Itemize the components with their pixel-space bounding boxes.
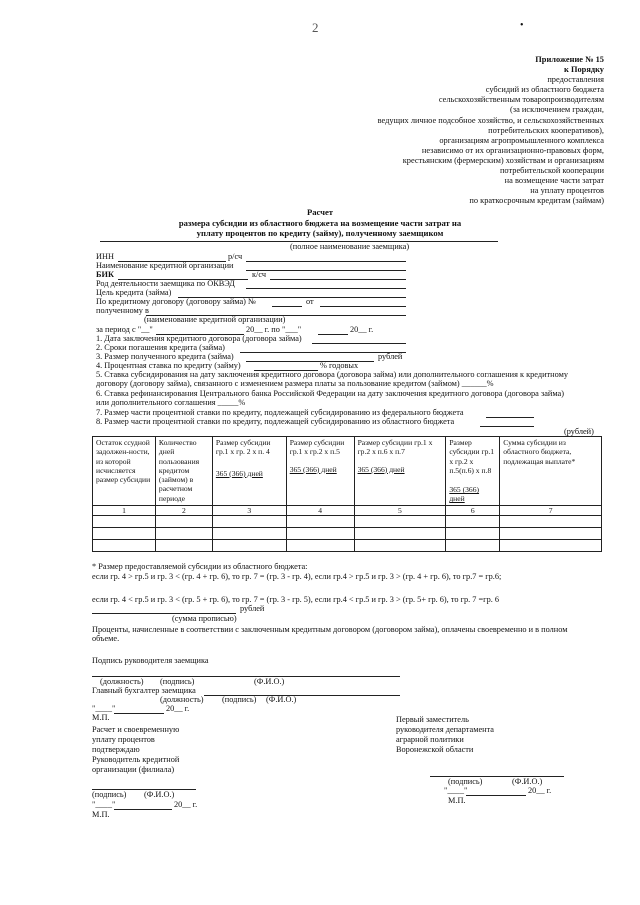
table-cell — [93, 528, 156, 540]
position-caption: (должность) — [100, 677, 144, 686]
head-signature-label: Подпись руководителя заемщика — [92, 656, 209, 665]
ks-line — [270, 279, 406, 280]
appendix-line: предоставления — [547, 75, 604, 85]
table-header-cell — [446, 437, 500, 506]
appendix-line: на уплату процентов — [530, 186, 604, 196]
table-cell — [93, 540, 156, 552]
bank-block-line: уплату процентов — [92, 735, 155, 744]
table-row — [93, 540, 602, 552]
item-4-unit: % годовых — [320, 361, 359, 370]
okved-line — [246, 288, 406, 289]
item-3-unit: рублей — [378, 352, 403, 361]
title-line: уплату процентов по кредиту (займу), полученному заемщиком — [196, 228, 444, 238]
appendix-line: по краткосрочным кредитам (займам) — [469, 196, 604, 206]
footnote-line-1: * Размер предоставляемой субсидии из областного бюджета: — [92, 562, 308, 571]
period-mid-label: 20__ г. по "___" — [246, 325, 302, 334]
ks-label: к/сч — [252, 270, 267, 279]
table-cell — [212, 540, 286, 552]
subsidy-table — [92, 436, 602, 552]
period-end-label: 20__ г. — [350, 325, 374, 334]
table-cell — [446, 528, 500, 540]
received-in-label: полученному в — [96, 306, 149, 315]
table-cell — [155, 516, 212, 528]
appendix-line: Приложение № 15 — [535, 55, 604, 64]
item-1: 1. Дата заключения кредитного договора (договора займа) — [96, 334, 302, 343]
table-cell — [500, 516, 602, 528]
column-number: 4 — [286, 505, 354, 515]
footnote-line-3: если гр. 4 < гр.5 и гр. 3 < (гр. 5 + гр. 6), то гр. 7 = (гр. 3 - гр. 5), если гр.4 < гр.5 и гр. 3 > (гр. 5+ гр. 6), то гр. 7 =гр. 6 — [92, 595, 500, 604]
borrower-caption: (полное наименование заемщика) — [290, 242, 410, 251]
appendix-line: субсидий из областного бюджета — [485, 85, 604, 95]
appendix-line: крестьянским (фермерским) хозяйствам и организациям — [402, 155, 604, 165]
confirm-line-1: Проценты, начисленные в соответствии с заключенным кредитным договором (договором займа), оплачены своевременно и в полном — [92, 625, 568, 634]
dept-block-line: Воронежской области — [396, 745, 474, 754]
contract-label: По кредитному договору (договору займа) № — [96, 297, 256, 306]
accountant-sign-caption: (подпись) — [222, 695, 257, 704]
bank-fio-caption: (Ф.И.О.) — [144, 790, 175, 799]
year-label: 20__ г. — [166, 704, 190, 713]
bank-confirm-block — [92, 725, 179, 775]
column-number: 6 — [446, 505, 500, 515]
period-end-line — [318, 334, 348, 335]
purpose-label: Цель кредита (займа) — [96, 288, 172, 297]
header-text: Размер субсидии гр.1 х гр.2 х п.5(п.6) х п.8 — [449, 438, 495, 475]
item-8-line — [480, 426, 534, 427]
date-line — [114, 713, 164, 714]
dept-block-line: руководителя департамента — [396, 725, 494, 734]
item-7-line — [486, 417, 534, 418]
dept-block-line: Первый заместитель — [396, 715, 469, 724]
dept-stamp-label: М.П. — [448, 796, 466, 805]
bank-caption: (наименование кредитной организации) — [144, 315, 286, 324]
appendix-line: организациям агропромышленного комплекса — [439, 135, 604, 145]
bank-year-label: 20__ г. — [174, 800, 198, 809]
table-cell — [354, 516, 446, 528]
item-6a: 6. Ставка рефинансирования Центрального банка Российской Федерации на дату заключения кредитного договора (договора займа) — [96, 389, 564, 398]
okved-label — [96, 279, 235, 288]
table-number-row — [93, 505, 602, 515]
appendix-line: (за исключением граждан, — [510, 105, 604, 115]
bank-date-quote: "____" — [92, 800, 116, 809]
denominator: 365 (366) дней — [215, 468, 263, 478]
appendix-line: сельскохозяйственным товаропроизводителям — [438, 95, 604, 105]
item-5b: договору (договору займа), связанного с изменением размера платы за пользование кредитом (займом) ______% — [96, 379, 494, 388]
rs-label: р/сч — [228, 252, 243, 261]
item-2: 2. Сроки погашения кредита (займа) — [96, 343, 225, 352]
title-line: Расчет — [306, 207, 334, 217]
column-number: 5 — [354, 505, 446, 515]
dept-date-quote: "____" — [444, 786, 468, 795]
appendix-line: к Порядку — [564, 65, 604, 75]
table-cell — [286, 528, 354, 540]
corner-mark: • — [520, 20, 524, 31]
footnote-line-2: если гр. 4 > гр.5 и гр. 3 < (гр. 4 + гр. 6), то гр. 7 = (гр. 3 - гр. 4), если гр.4 > гр.5 и гр. 3 > (гр. 4 + гр. 6), то гр.7 = гр.6; — [92, 572, 502, 581]
denominator: 365 (366) дней — [289, 464, 337, 474]
item-1-line — [312, 343, 406, 344]
bank-date-line — [114, 809, 172, 810]
table-header-cell: Сумма субсидии из областного бюджета, подлежащая выплате* — [500, 437, 602, 506]
date-quote: "____" — [92, 704, 116, 713]
item-5a: 5. Ставка субсидирования на дату заключения кредитного договора (договора займа) или дополнительного соглашения к кредитному — [96, 370, 568, 379]
document-title — [150, 207, 490, 239]
header-text: Размер субсидии гр.1 х гр.2 х п.6 х п.7 — [357, 438, 433, 457]
page-number: 2 — [312, 20, 319, 35]
currency-note: (рублей) — [564, 427, 594, 436]
table-cell — [446, 540, 500, 552]
confirm-line-2: объеме. — [92, 634, 120, 643]
fio-caption: (Ф.И.О.) — [254, 677, 285, 686]
table-cell — [212, 516, 286, 528]
table-cell — [354, 540, 446, 552]
bik-label: БИК — [96, 270, 114, 279]
accountant-fio-caption: (Ф.И.О.) — [266, 695, 297, 704]
item-4: 4. Процентная ставка по кредиту (займу) — [96, 361, 241, 370]
denominator: 365 (366) дней — [449, 485, 480, 504]
title-line: размера субсидии из областного бюджета на возмещение части затрат на — [178, 217, 462, 228]
table-cell — [155, 540, 212, 552]
bank-sign-caption: (подпись) — [92, 790, 127, 799]
bank-block-line: Расчет и своевременную — [92, 725, 180, 734]
contract-date-line — [320, 306, 406, 307]
column-number: 1 — [93, 505, 156, 515]
footnote-caption: (сумма прописью) — [172, 614, 237, 623]
period-start-label: за период с "__" — [96, 325, 153, 334]
bank-name-label: Наименование кредитной организации — [96, 261, 234, 270]
item-3: 3. Размер полученного кредита (займа) — [96, 352, 234, 361]
header-text: Размер субсидии гр.1 х гр. 2 х п. 4 — [215, 438, 271, 457]
appendix-line: потребительской кооперации — [499, 166, 604, 176]
appendix-line: независимо от их организационно-правовых форм, — [421, 145, 604, 155]
contract-from-label: от — [306, 297, 314, 306]
dept-block — [396, 715, 494, 755]
appendix-line: на возмещение части затрат — [504, 176, 604, 186]
table-cell — [286, 516, 354, 528]
dept-fio-caption: (Ф.И.О.) — [512, 777, 543, 786]
table-cell — [212, 528, 286, 540]
appendix-header — [274, 55, 604, 206]
signature-caption: (подпись) — [160, 677, 195, 686]
item-7: 7. Размер части процентной ставки по кредиту, подлежащей субсидированию из федерального бюджета — [96, 408, 464, 417]
stamp-label: М.П. — [92, 713, 110, 722]
okved-text: Род деятельности заемщика по ОКВЭД — [96, 279, 235, 288]
rs-line — [246, 261, 406, 262]
table-cell — [354, 528, 446, 540]
item-6b: или дополнительного соглашения _____% — [96, 398, 246, 407]
table-cell — [155, 528, 212, 540]
column-number: 2 — [155, 505, 212, 515]
table-header-cell — [212, 437, 286, 506]
header-text: Размер субсидии гр.1 х гр.2 х п.5 — [289, 438, 345, 457]
table-header-cell: Количество дней пользования кредитом (займом) в расчетном периоде — [155, 437, 212, 506]
table-cell — [446, 516, 500, 528]
item-8: 8. Размер части процентной ставки по кредиту, подлежащей субсидированию из областного бюджета — [96, 417, 455, 426]
dept-date-line — [466, 795, 526, 796]
table-row — [93, 528, 602, 540]
contract-number-line — [272, 306, 302, 307]
bank-stamp-label: М.П. — [92, 810, 110, 819]
table-header-cell — [286, 437, 354, 506]
appendix-line: потребительских кооперативов), — [488, 125, 604, 135]
column-number: 7 — [500, 505, 602, 515]
footnote-rubles: рублей — [240, 604, 265, 613]
bank-block-line: Руководитель кредитной — [92, 755, 180, 764]
inn-label: ИНН — [96, 252, 114, 261]
bank-block-line: подтверждаю — [92, 745, 140, 754]
table-header-row — [93, 437, 602, 506]
table-header-cell: Остаток ссудной задолжен-ности, из которой исчисляется размер субсидии — [93, 437, 156, 506]
denominator: 365 (366) дней — [357, 464, 405, 474]
bank-name-line — [246, 270, 406, 271]
table-cell — [93, 516, 156, 528]
table-cell — [286, 540, 354, 552]
table-cell — [500, 540, 602, 552]
appendix-line: ведущих личное подсобное хозяйство, и сельскохозяйственных — [377, 115, 604, 125]
table-row — [93, 516, 602, 528]
accountant-position-caption: (должность) — [160, 695, 204, 704]
column-number: 3 — [212, 505, 286, 515]
dept-block-line: аграрной политики — [396, 735, 464, 744]
dept-sign-caption: (подпись) — [448, 777, 483, 786]
accountant-label: Главный бухгалтер заемщика — [92, 686, 196, 695]
bank-block-line: организации (филиала) — [92, 765, 175, 774]
dept-year-label: 20__ г. — [528, 786, 552, 795]
table-cell — [500, 528, 602, 540]
table-header-cell — [354, 437, 446, 506]
